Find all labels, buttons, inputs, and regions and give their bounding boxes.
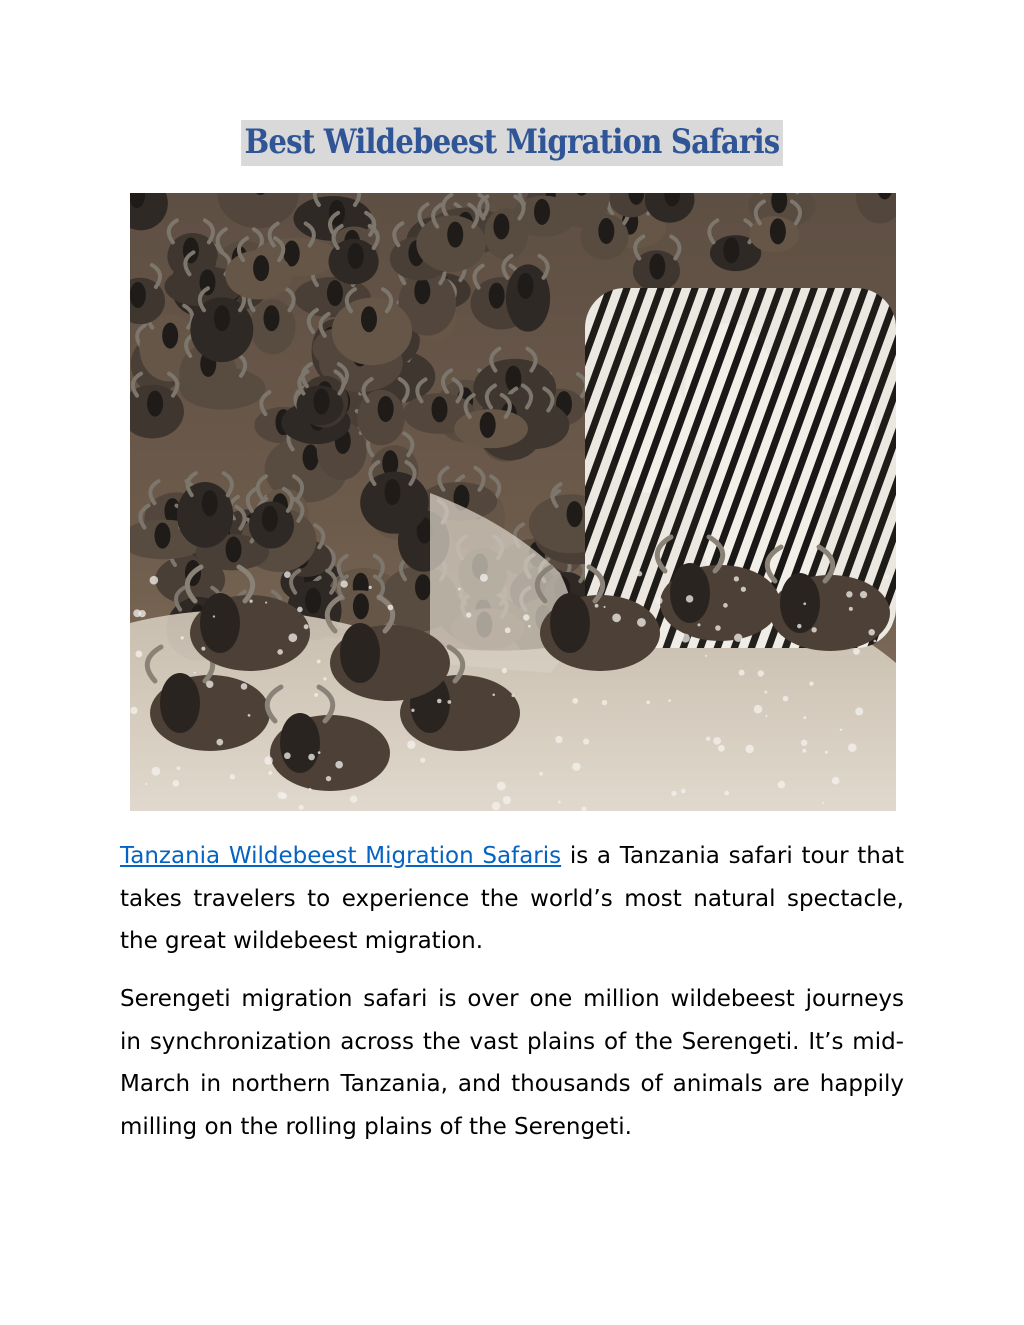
migration-photo bbox=[130, 193, 896, 811]
paragraph-1-text: is a Tanzania safari tour that takes travelers to experience the world’s most natural spectacle, the great wildebeest migration. bbox=[120, 843, 904, 954]
paragraph-1 bbox=[120, 835, 904, 963]
page-title: Best Wildebeest Migration Safaris bbox=[241, 120, 783, 166]
paragraph-2 bbox=[120, 978, 904, 1148]
tanzania-migration-safaris-link[interactable]: Tanzania Wildebeest Migration Safaris bbox=[120, 843, 562, 869]
title-container bbox=[0, 120, 1024, 166]
paragraph-2-text: Serengeti migration safari is over one million wildebeest journeys in synchronization across the vast plains of the Serengeti. It’s mid-March in northern Tanzania, and thousands of animals are happily milling on the rolling plains of the Serengeti. bbox=[120, 986, 904, 1140]
